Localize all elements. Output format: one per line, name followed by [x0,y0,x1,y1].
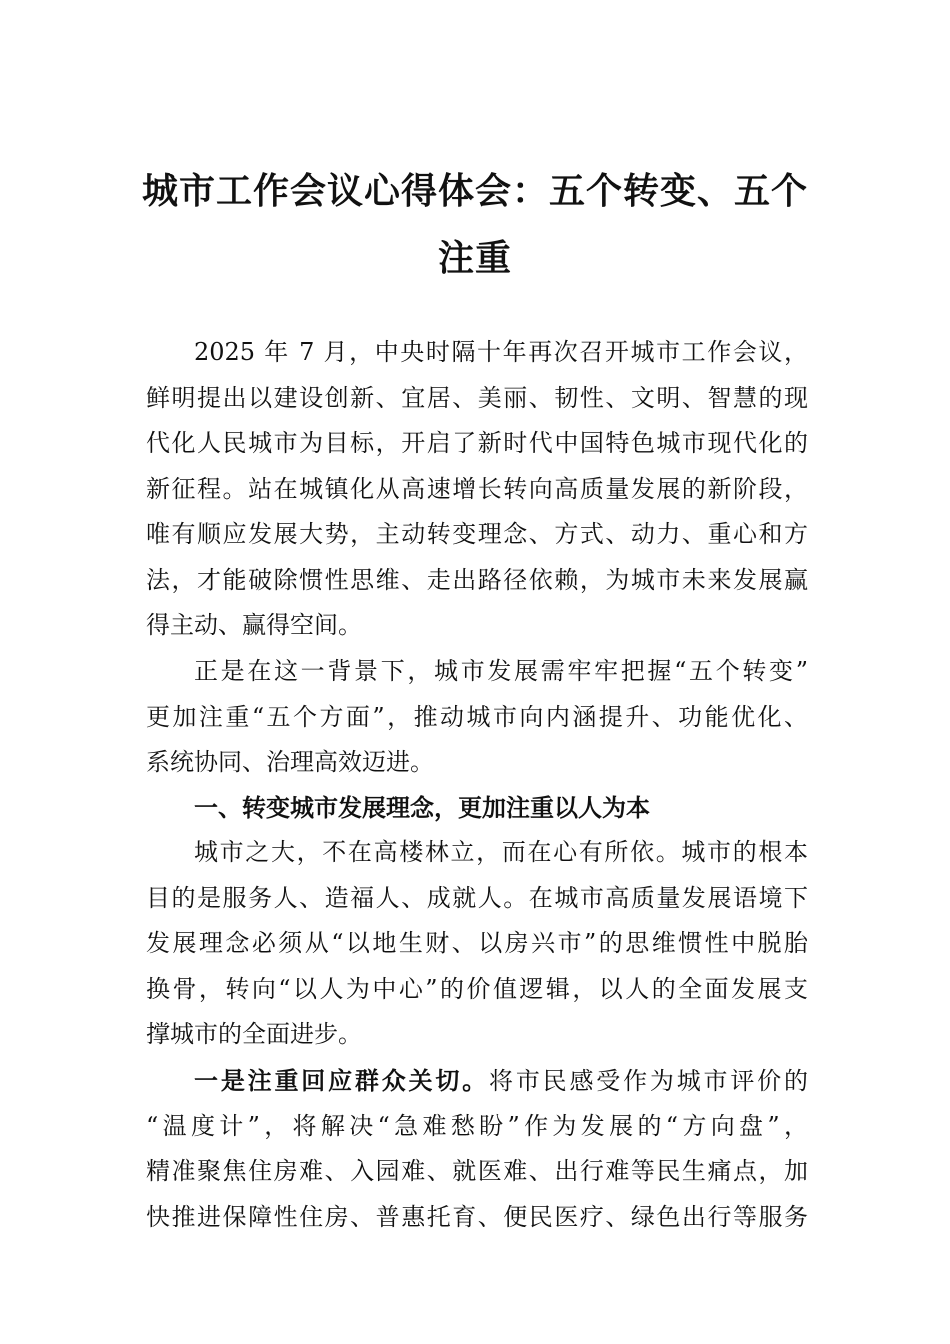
paragraph-line: 城市之大，不在高楼林立，而在心有所依。城市的根本 [194,838,808,866]
paragraph-line: 代化人民城市为目标，开启了新时代中国特色城市现代化的 [146,429,808,457]
paragraph-line: 目的是服务人、造福人、成就人。在城市高质量发展语境下 [146,883,808,912]
paragraph-4 [146,1058,808,1240]
paragraph-3 [146,830,808,1058]
paragraph-line [146,1058,808,1104]
paragraph-line: 得主动、赢得空间。 [146,611,362,639]
paragraph-1 [146,330,808,649]
paragraph-line: 发展理念必须从“以地生财、以房兴市”的思维惯性中脱胎 [146,929,808,957]
paragraph-line: 正是在这一背景下，城市发展需牢牢把握“五个转变” [194,657,808,685]
document-title-line-2: 注重 [437,237,512,279]
section-heading: 一、转变城市发展理念，更加注重以人为本 [194,793,650,822]
paragraph-line: 系统协同、治理高效迈进。 [146,748,434,776]
paragraph-text: 将市民感受作为城市评价的 [489,1067,808,1095]
emphasis-lead: 一是注重回应群众关切。 [194,1066,489,1095]
section-heading-1 [146,785,808,831]
paragraph-line: “温度计”，将解决“急难愁盼”作为发展的“方向盘”， [146,1111,808,1140]
paragraph-2 [146,649,808,786]
paragraph-line: 快推进保障性住房、普惠托育、便民医疗、绿色出行等服务 [146,1202,808,1231]
paragraph-line: 精准聚焦住房难、入园难、就医难、出行难等民生痛点，加 [146,1157,808,1185]
paragraph-line: 法，才能破除惯性思维、走出路径依赖，为城市未来发展赢 [146,565,808,594]
paragraph-line: 唯有顺应发展大势，主动转变理念、方式、动力、重心和方 [146,520,808,548]
document-title-line-1: 城市工作会议心得体会：五个转变、五个 [141,170,808,212]
paragraph-line: 撑城市的全面进步。 [146,1020,362,1048]
paragraph-line: 换骨，转向“以人为中心”的价值逻辑，以人的全面发展支 [146,974,808,1003]
paragraph-line: 更加注重“五个方面”，推动城市向内涵提升、功能优化、 [146,702,808,731]
paragraph-line: 2025 年 7 月，中央时隔十年再次召开城市工作会议， [194,338,808,366]
paragraph-line: 新征程。站在城镇化从高速增长转向高质量发展的新阶段， [146,474,808,503]
paragraph-line: 鲜明提出以建设创新、宜居、美丽、韧性、文明、智慧的现 [146,383,808,412]
